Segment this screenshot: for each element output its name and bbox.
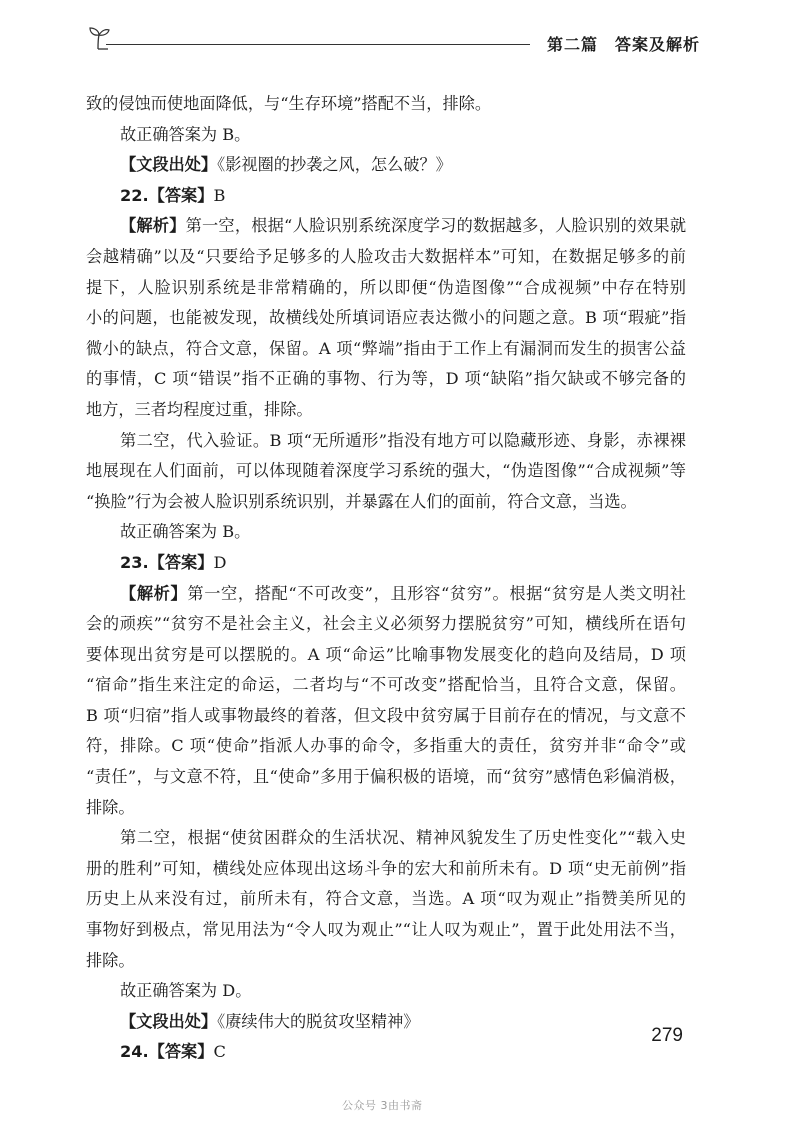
text-line (86, 1007, 686, 1038)
text-line (86, 242, 686, 273)
line-text: 故正确答案为 D。 (120, 981, 252, 1001)
text-line (86, 548, 686, 579)
line-text: 故正确答案为 B。 (120, 124, 251, 144)
bold-label: 【解析】 (120, 583, 188, 603)
text-line (86, 915, 686, 946)
text-line (86, 854, 686, 885)
text-line (86, 89, 686, 120)
line-text: “换脸”行为会被人脸识别系统识别，并暴露在人们的面前，符合文意，当选。 (86, 491, 637, 511)
bold-label: 24.【答案】 (120, 1042, 214, 1062)
body-text (86, 89, 686, 1068)
line-text: “宿命”指生来注定的命运，二者均与“不可改变”搭配恰当，且符合文意，保留。 (86, 675, 686, 695)
line-text: 第二空，代入验证。B 项“无所遁形”指没有地方可以隐藏形迹、身影，赤裸裸 (120, 430, 686, 450)
text-line (86, 120, 686, 151)
text-line (86, 150, 686, 181)
text-line (86, 273, 686, 304)
text-line (86, 640, 686, 671)
bold-label: 【文段出处】 (120, 1011, 218, 1031)
bold-label: 23.【答案】 (120, 552, 214, 572)
line-text: “责任”，与文意不符，且“使命”多用于偏积极的语境，而“贫穷”感情色彩偏消极， (86, 767, 686, 787)
text-line (86, 701, 686, 732)
text-line (86, 976, 686, 1007)
line-text: 册的胜利”可知，横线处应体现出这场斗争的宏大和前所未有。D 项“史无前例”指 (86, 858, 686, 878)
line-text: 会的顽疾”“贫穷不是社会主义，社会主义必须努力摆脱贫穷”可知，横线所在语句 (86, 614, 686, 634)
text-line (86, 334, 686, 365)
text-line (86, 487, 686, 518)
line-text: 的事情，C 项“错误”指不正确的事物、行为等，D 项“缺陷”指欠缺或不够完备的 (86, 369, 686, 389)
text-line (86, 670, 686, 701)
text-line (86, 762, 686, 793)
text-line (86, 884, 686, 915)
text-line (86, 731, 686, 762)
line-text: 小的问题，也能被发现，故横线处所填词语应表达微小的问题之意。B 项“瑕疵”指 (86, 308, 686, 328)
bold-label: 【文段出处】 (120, 155, 218, 175)
section-title: 第二篇 答案及解析 (546, 35, 700, 54)
text-line (86, 456, 686, 487)
text-line (86, 395, 686, 426)
line-text: 第二空，根据“使贫困群众的生活状况、精神风貌发生了历史性变化”“载入史 (120, 828, 686, 848)
text-line (86, 609, 686, 640)
line-text: 要体现出贫穷是可以摆脱的。A 项“命运”比喻事物发展变化的趋向及结局，D 项 (86, 644, 686, 664)
line-text: C (213, 1042, 226, 1062)
line-text: 事物好到极点，常见用法为“令人叹为观止”“让人叹为观止”，置于此处用法不当， (86, 920, 686, 940)
bold-label: 【解析】 (120, 216, 186, 236)
text-line (86, 823, 686, 854)
line-text: 提下，人脸识别系统是非常精确的，所以即便“伪造图像”“合成视频”中存在特别 (86, 277, 686, 297)
text-line (86, 426, 686, 457)
text-line (86, 364, 686, 395)
line-text: 致的侵蚀而使地面降低，与“生存环境”搭配不当，排除。 (86, 94, 492, 113)
line-text: 《赓续伟大的脱贫攻坚精神》 (217, 1011, 420, 1031)
line-text: 《影视圈的抄袭之风，怎么破？》 (217, 155, 452, 175)
line-text: 故正确答案为 B。 (120, 522, 251, 542)
text-line (86, 181, 686, 212)
line-text: 地方，三者均程度过重，排除。 (86, 399, 313, 419)
header-rule (106, 44, 530, 45)
text-line (86, 579, 686, 610)
line-text: 地展现在人们面前，可以体现随着深度学习系统的强大，“伪造图像”“合成视频”等 (86, 461, 686, 481)
line-text: 排除。 (86, 797, 135, 817)
text-line (86, 303, 686, 334)
line-text: 第一空，根据“人脸识别系统深度学习的数据越多，人脸识别的效果就 (185, 216, 686, 236)
line-text: B 项“归宿”指人或事物最终的着落，但文段中贫穷属于目前存在的情况，与文意不 (86, 705, 686, 725)
watermark: 公众号 3由书斋 (342, 1099, 423, 1112)
bold-label: 22.【答案】 (120, 185, 214, 205)
line-text: D (213, 552, 227, 572)
text-line (86, 517, 686, 548)
line-text: 微小的缺点，符合文意，保留。A 项“弊端”指由于工作上有漏洞而发生的损害公益 (86, 338, 686, 358)
text-line (86, 211, 686, 242)
line-text: 符，排除。C 项“使命”指派人办事的命令，多指重大的责任，贫穷并非“命令”或 (86, 736, 686, 756)
text-line (86, 793, 686, 824)
running-header (88, 26, 700, 56)
text-line (86, 946, 686, 977)
line-text: B (213, 185, 226, 205)
text-line (86, 1037, 686, 1068)
line-text: 第一空，搭配“不可改变”，且形容“贫穷”。根据“贫穷是人类文明社 (187, 583, 686, 603)
sprout-ornament-icon (88, 26, 110, 50)
line-text: 历史上从来没有过，前所未有，符合文意，当选。A 项“叹为观止”指赞美所见的 (86, 889, 686, 909)
line-text: 排除。 (86, 950, 135, 970)
page-number: 279 (651, 1025, 683, 1046)
line-text: 会越精确”以及“只要给予足够多的人脸攻击大数据样本”可知，在数据足够多的前 (86, 246, 686, 266)
